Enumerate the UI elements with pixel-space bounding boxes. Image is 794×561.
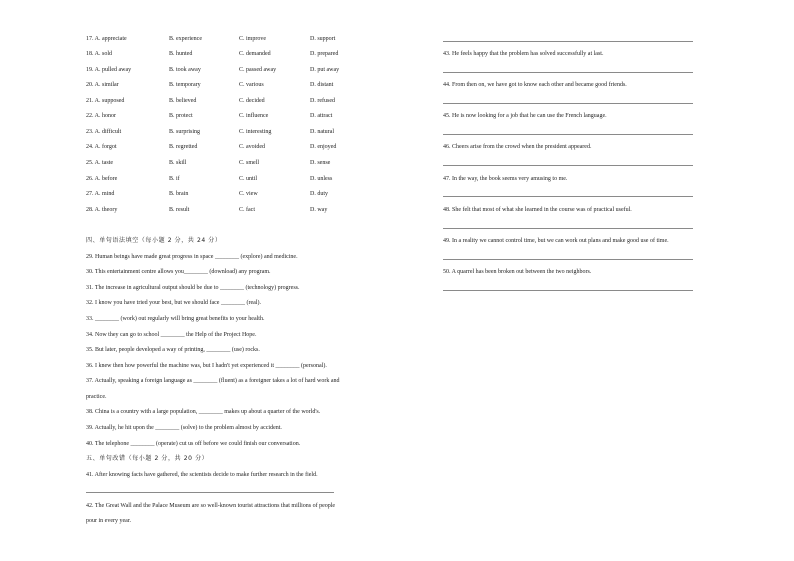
- question-text: 45. He is now looking for a job that he can use the French language.: [443, 113, 607, 119]
- question-text: 46. Cheers arise from the crowd when the president appeared.: [443, 144, 592, 150]
- option-d: D. enjoyed: [310, 144, 337, 150]
- option-b: B. regretted: [169, 144, 198, 150]
- answer-line[interactable]: [443, 290, 693, 291]
- option-a: 23. A. difficult: [86, 129, 122, 135]
- question-text: 30. This entertainment centre allows you________ (download) any program.: [86, 269, 271, 275]
- option-b: B. temporary: [169, 82, 201, 88]
- option-d: D. sense: [310, 160, 331, 166]
- question-text: 49. In a reality we cannot control time, but we can work out plans and make good use of time.: [443, 238, 669, 244]
- option-d: D. duty: [310, 191, 328, 197]
- section-heading-corrections: 五、单句改错（每小题 2 分，共 20 分）: [86, 455, 209, 462]
- option-d: D. refused: [310, 98, 335, 104]
- option-b: B. if: [169, 176, 180, 182]
- option-c: C. improve: [239, 36, 266, 42]
- option-b: B. result: [169, 207, 190, 213]
- option-a: 26. A. before: [86, 176, 118, 182]
- answer-line[interactable]: [443, 134, 693, 135]
- option-a: 18. A. sold: [86, 51, 113, 57]
- answer-line[interactable]: [86, 492, 334, 493]
- option-c: C. various: [239, 82, 264, 88]
- answer-line[interactable]: [443, 196, 693, 197]
- option-d: D. natural: [310, 129, 334, 135]
- option-a: 17. A. appreciate: [86, 36, 127, 42]
- question-text: 35. But later, people developed a way of printing, ________ (use) rocks.: [86, 347, 260, 353]
- option-b: B. experience: [169, 36, 202, 42]
- question-text: 33. ________ (work) out regularly will bring great benefits to your health.: [86, 316, 265, 322]
- option-d: D. way: [310, 207, 328, 213]
- option-d: D. unless: [310, 176, 333, 182]
- question-text: 34. Now they can go to school ________ the Help of the Project Hope.: [86, 332, 257, 338]
- option-a: 27. A. mind: [86, 191, 115, 197]
- option-b: B. skill: [169, 160, 187, 166]
- option-b: B. hunted: [169, 51, 193, 57]
- option-c: C. influence: [239, 113, 269, 119]
- question-text: 32. I know you have tried your best, but we should face ________ (real).: [86, 300, 261, 306]
- option-a: 19. A. pulled away: [86, 67, 132, 73]
- question-text: 36. I knew then how powerful the machine was, but I hadn't yet experienced it ________ (personal).: [86, 363, 327, 369]
- question-text-continued: pour in every year.: [86, 518, 131, 524]
- option-c: C. fact: [239, 207, 255, 213]
- option-d: D. distant: [310, 82, 334, 88]
- question-text: 47. In the way, the book seems very amusing to me.: [443, 176, 568, 182]
- option-c: C. avoided: [239, 144, 265, 150]
- option-b: B. believed: [169, 98, 197, 104]
- option-d: D. attract: [310, 113, 333, 119]
- option-a: 28. A. theory: [86, 207, 118, 213]
- question-text: 43. He feels happy that the problem has solved successfully at last.: [443, 51, 604, 57]
- option-c: C. demanded: [239, 51, 271, 57]
- question-text: 44. From then on, we have got to know each other and became good friends.: [443, 82, 627, 88]
- option-c: C. until: [239, 176, 258, 182]
- option-b: B. took away: [169, 67, 201, 73]
- option-b: B. protect: [169, 113, 193, 119]
- option-d: D. put away: [310, 67, 340, 73]
- answer-line[interactable]: [443, 165, 693, 166]
- answer-line[interactable]: [443, 103, 693, 104]
- question-text: 38. China is a country with a large population, ________ makes up about a quarter of the world's.: [86, 409, 321, 415]
- answer-line[interactable]: [443, 72, 693, 73]
- question-text: 42. The Great Wall and the Palace Museum are so well-known tourist attractions that millions of people: [86, 503, 336, 509]
- question-text: 41. After knowing facts have gathered, the scientists decide to make further research in the field.: [86, 472, 318, 478]
- option-c: C. passed away: [239, 67, 277, 73]
- option-c: C. smell: [239, 160, 260, 166]
- question-text: 31. The increase in agricultural output should be due to ________ (technology) progress.: [86, 285, 300, 291]
- question-text: 40. The telephone ________ (operate) cut us off before we could finish our conversation.: [86, 441, 301, 447]
- answer-line[interactable]: [443, 228, 693, 229]
- question-text: 39. Actually, he hit upon the ________ (solve) to the problem almost by accident.: [86, 425, 282, 431]
- answer-line[interactable]: [443, 41, 693, 42]
- option-c: C. view: [239, 191, 258, 197]
- option-a: 24. A. forgot: [86, 144, 117, 150]
- question-text-continued: practice.: [86, 394, 107, 400]
- option-a: 21. A. supposed: [86, 98, 125, 104]
- option-a: 20. A. similar: [86, 82, 119, 88]
- section-heading-grammar: 四、单句语法填空（每小题 2 分，共 24 分）: [86, 237, 222, 244]
- option-b: B. surprising: [169, 129, 201, 135]
- option-d: D. prepared: [310, 51, 339, 57]
- option-a: 22. A. honor: [86, 113, 116, 119]
- answer-line[interactable]: [443, 259, 693, 260]
- option-c: C. interesting: [239, 129, 272, 135]
- option-c: C. decided: [239, 98, 265, 104]
- option-b: B. brain: [169, 191, 189, 197]
- question-text: 37. Actually, speaking a foreign language as ________ (fluent) as a foreigner takes a lot of hard work and: [86, 378, 340, 384]
- question-text: 48. She felt that most of what she learned in the course was of practical useful.: [443, 207, 632, 213]
- option-d: D. support: [310, 36, 336, 42]
- question-text: 29. Human beings have made great progress in space ________ (explore) and medicine.: [86, 254, 298, 260]
- option-a: 25. A. taste: [86, 160, 113, 166]
- question-text: 50. A quarrel has been broken out between the two neighbors.: [443, 269, 592, 275]
